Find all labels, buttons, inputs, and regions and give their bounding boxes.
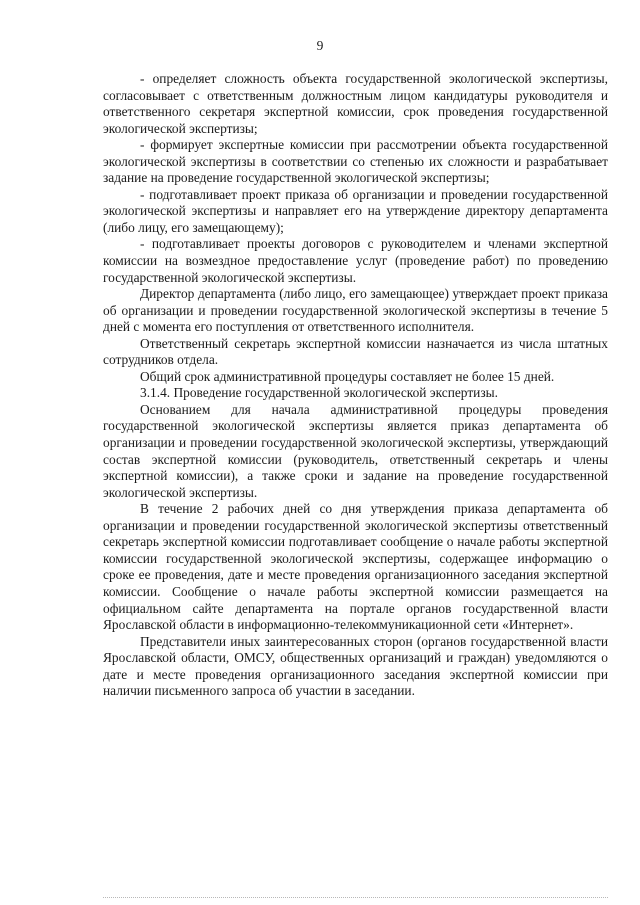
paragraph-procedure-duration: Общий срок административной процедуры составляет не более 15 дней. <box>140 368 555 384</box>
paragraph-procedure-basis: Основанием для начала административной процедуры проведения государственной экологической экспертизы является приказ департамента об организации и проведении государственной экологической экспертизы, утверждающий состав экспертной комиссии (руководитель, ответственный секретарь и члены экспертной комиссии), а также сроки и задание на проведение государственной экологической экспертизы. <box>103 401 608 500</box>
section-heading-3-1-4: 3.1.4. Проведение государственной экологической экспертизы. <box>140 385 498 401</box>
paragraph-list-item-order-draft: - подготавливает проект приказа об организации и проведении государственной экологической экспертизы и направляет его на утверждение директору департамента (либо лицу, его замещающему); <box>103 186 608 235</box>
paragraph-list-item-contracts: - подготавливает проекты договоров с руководителем и членами экспертной комиссии на возмездное предоставление услуг (проведение работ) по проведению государственной экологической экспертизы. <box>103 236 608 285</box>
page-number: 9 <box>316 38 324 53</box>
document-body <box>103 71 608 700</box>
paragraph-stakeholders-notice: Представители иных заинтересованных сторон (органов государственной власти Ярославской области, ОМСУ, общественных организаций и граждан) уведомляются о дате и месте проведения организационного заседания экспертной комиссии при наличии письменного запроса об участии в заседании. <box>103 633 608 699</box>
page-bottom-edge <box>103 897 608 898</box>
paragraph-director-approval: Директор департамента (либо лицо, его замещающее) утверждает проект приказа об организации и проведении государственной экологической экспертизы в течение 5 дней с момента его поступления от ответственного исполнителя. <box>103 286 608 335</box>
paragraph-secretary-appointment: Ответственный секретарь экспертной комиссии назначается из числа штатных сотрудников отдела. <box>103 335 608 368</box>
paragraph-list-item-complexity: - определяет сложность объекта государственной экологической экспертизы, согласовывает с ответственным должностным лицом кандидатуры руководителя и ответственного секретаря экспертной комиссии, срок проведения государственной экологической экспертизы; <box>103 71 608 136</box>
paragraph-list-item-commissions: - формирует экспертные комиссии при рассмотрении объекта государственной экологической экспертизы в соответствии со степенью их сложности и разрабатывает задание на проведение государственной экологической экспертизы; <box>103 137 608 186</box>
paragraph-commission-notice: В течение 2 рабочих дней со дня утверждения приказа департамента об организации и проведении государственной экологической экспертизы ответственный секретарь экспертной комиссии подготавливает сообщение о начале работы экспертной комиссии государственной экологической экспертизы, содержащее информацию о сроке ее проведения, дате и месте проведения организационного заседания экспертной комиссии. Сообщение о начале работы экспертной комиссии размещается на официальном сайте департамента на портале органов государственной власти Ярославской области в информационно-телекоммуникационной сети «Интернет». <box>103 501 608 633</box>
